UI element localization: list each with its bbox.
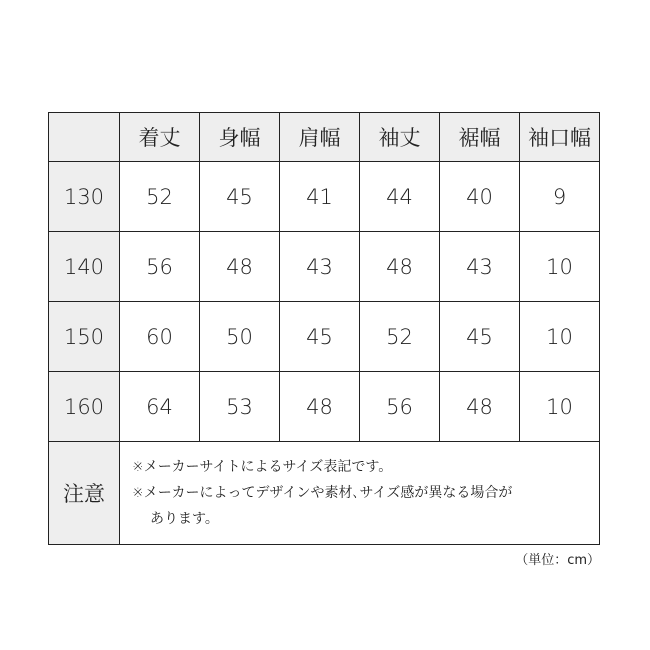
table-cell: 48	[280, 372, 360, 442]
table-cell: 43	[440, 232, 520, 302]
table-cell: 50	[200, 302, 280, 372]
table-row	[49, 302, 600, 372]
table-cell: 43	[280, 232, 360, 302]
header-shoulder: 肩幅	[280, 113, 360, 162]
header-width: 身幅	[200, 113, 280, 162]
table-cell: 10	[520, 302, 600, 372]
table-cell: 9	[520, 162, 600, 232]
notes-label: 注意	[49, 442, 120, 545]
size-chart-table	[48, 112, 600, 545]
table-cell: 44	[360, 162, 440, 232]
note-line: ※メーカーによってデザインや素材､サイズ感が異なる場合が	[132, 485, 513, 501]
notes-text	[120, 442, 600, 545]
table-cell: 45	[200, 162, 280, 232]
table-cell: 45	[280, 302, 360, 372]
table-cell: 53	[200, 372, 280, 442]
size-label: 130	[49, 162, 120, 232]
note-line: あります。	[150, 511, 219, 527]
size-label: 160	[49, 372, 120, 442]
table-cell: 40	[440, 162, 520, 232]
table-cell: 64	[120, 372, 200, 442]
table-cell: 56	[120, 232, 200, 302]
table-cell: 56	[360, 372, 440, 442]
table-cell: 10	[520, 372, 600, 442]
size-label: 150	[49, 302, 120, 372]
table-row	[49, 372, 600, 442]
table-cell: 48	[200, 232, 280, 302]
header-length: 着丈	[120, 113, 200, 162]
table-cell: 41	[280, 162, 360, 232]
table-cell: 52	[360, 302, 440, 372]
table-cell: 60	[120, 302, 200, 372]
size-label: 140	[49, 232, 120, 302]
note-line: ※メーカーサイトによるサイズ表記です。	[132, 459, 393, 475]
table-cell: 48	[440, 372, 520, 442]
table-cell: 48	[360, 232, 440, 302]
unit-label: （単位：cm）	[515, 553, 600, 568]
table-cell: 45	[440, 302, 520, 372]
table-row	[49, 232, 600, 302]
header-hem-width: 裾幅	[440, 113, 520, 162]
table-row	[49, 162, 600, 232]
header-row	[49, 113, 600, 162]
header-sleeve-length: 袖丈	[360, 113, 440, 162]
table-cell: 10	[520, 232, 600, 302]
notes-row	[49, 442, 600, 545]
header-cuff-width: 袖口幅	[520, 113, 600, 162]
corner-cell	[49, 113, 120, 162]
table-cell: 52	[120, 162, 200, 232]
